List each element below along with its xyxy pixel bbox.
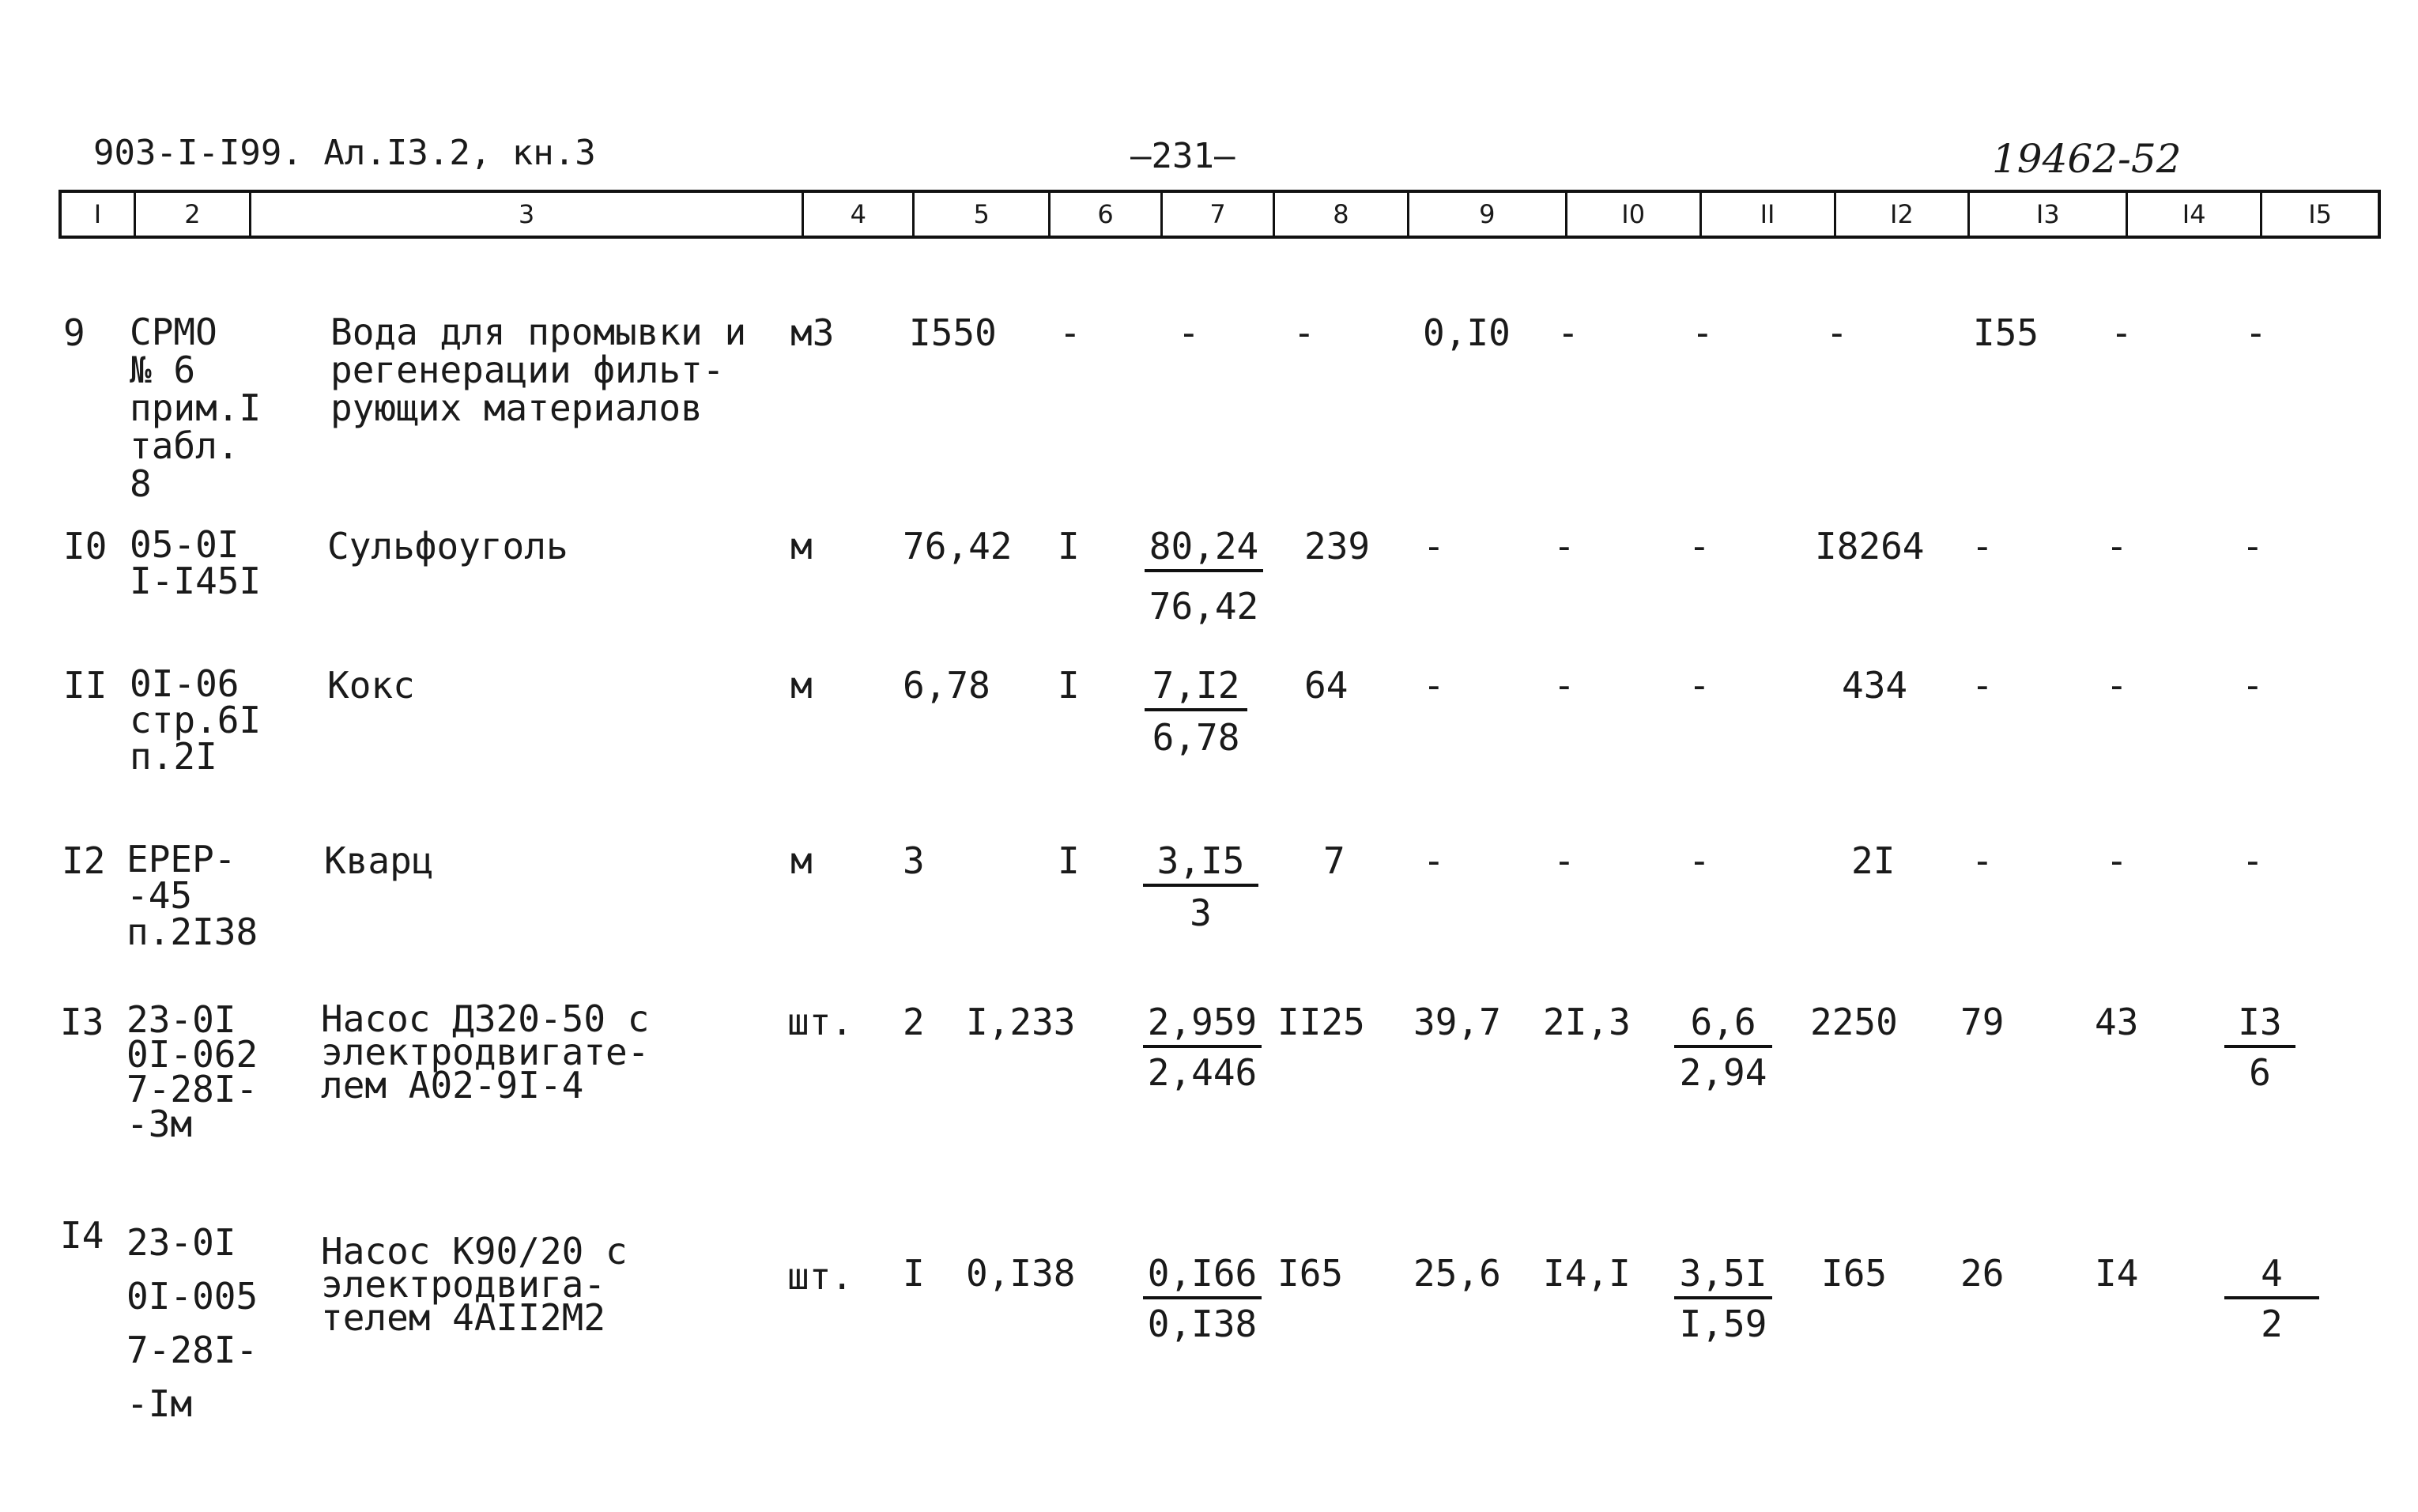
- item-name: Вода для промывки и регенерации фильт- рующих материалов: [330, 311, 747, 429]
- col12-value: 2250: [1810, 1001, 1898, 1043]
- col7-value: -: [1178, 311, 1200, 354]
- col8-value: I65: [1277, 1252, 1344, 1295]
- col7-fraction: [1145, 666, 1247, 757]
- col7-numerator: 3,I5: [1143, 841, 1258, 887]
- col5-value: 6,78: [903, 664, 990, 707]
- col13-value: -: [1971, 664, 1994, 707]
- col5-value: I: [903, 1252, 925, 1295]
- reference-code: 05-0I I-I45I: [130, 523, 262, 602]
- col15-fraction: [2224, 1254, 2319, 1344]
- column-number: II: [1702, 193, 1836, 236]
- col5-value: 76,42: [903, 525, 1013, 567]
- col5-value: I550: [909, 311, 997, 354]
- col11-numerator: 3,5I: [1674, 1254, 1772, 1299]
- col14-value: 43: [2095, 1001, 2139, 1043]
- col12-value: I8264: [1815, 525, 1925, 567]
- col15-value: -: [2242, 664, 2264, 707]
- handwritten-code: 19462-52: [1992, 136, 2182, 182]
- column-number: 8: [1275, 193, 1409, 236]
- column-number: 2: [136, 193, 251, 236]
- col7-denominator: 0,I38: [1147, 1303, 1258, 1345]
- col6-value: 0,I38: [966, 1252, 1076, 1295]
- col6-value: -: [1059, 311, 1081, 354]
- row-number: I2: [62, 839, 106, 882]
- col13-value: 26: [1960, 1252, 2005, 1295]
- unit: м: [790, 525, 813, 567]
- col7-numerator: 7,I2: [1145, 666, 1247, 711]
- col8-value: 64: [1304, 664, 1349, 707]
- col9-value: 0,I0: [1423, 311, 1511, 354]
- col13-value: I55: [1973, 311, 2039, 354]
- col9-value: -: [1423, 664, 1445, 707]
- unit: м: [790, 664, 813, 707]
- column-number: 3: [251, 193, 805, 236]
- row-number: 9: [63, 311, 85, 354]
- column-number: 9: [1409, 193, 1567, 236]
- unit: шт.: [787, 1255, 854, 1298]
- col7-fraction: [1145, 526, 1263, 626]
- column-number: I0: [1567, 193, 1702, 236]
- col7-numerator: 2,959: [1143, 1002, 1262, 1048]
- col14-value: -: [2106, 664, 2128, 707]
- item-name: Кварц: [324, 839, 434, 882]
- col14-value: I4: [2095, 1252, 2139, 1295]
- col8-value: 7: [1323, 839, 1345, 882]
- col11-value: -: [1692, 311, 1714, 354]
- item-name: Насос Д320-50 с электродвигате- лем А02-9I-4: [321, 997, 650, 1107]
- col12-value: -: [1826, 311, 1848, 354]
- item-name: Сульфоуголь: [327, 525, 568, 567]
- reference-code: 0I-06 стр.6I п.2I: [130, 662, 262, 778]
- col10-value: -: [1553, 664, 1575, 707]
- col15-numerator: I3: [2224, 1002, 2295, 1048]
- col10-value: I4,I: [1543, 1252, 1631, 1295]
- col11-value: -: [1688, 525, 1711, 567]
- page-number: —231—: [1130, 136, 1235, 176]
- col9-value: 39,7: [1413, 1001, 1501, 1043]
- column-number: I3: [1970, 193, 2128, 236]
- reference-code: 23-0I 0I-062 7-28I- -3м: [126, 998, 258, 1145]
- col6-value: I: [1058, 664, 1080, 707]
- col10-value: -: [1557, 311, 1579, 354]
- col6-value: I: [1058, 839, 1080, 882]
- col9-value: -: [1423, 525, 1445, 567]
- col7-denominator: 2,446: [1147, 1051, 1258, 1094]
- col6-value: I,233: [966, 1001, 1076, 1043]
- row-number: I3: [60, 1001, 104, 1043]
- reference-code: ЕРЕР- -45 п.2I38: [126, 838, 258, 953]
- col15-fraction: [2224, 1002, 2295, 1092]
- col15-value: -: [2242, 839, 2264, 882]
- col9-value: -: [1423, 839, 1445, 882]
- column-number: I2: [1836, 193, 1971, 236]
- unit: м3: [790, 311, 835, 354]
- row-number: I0: [63, 525, 108, 567]
- column-number: 6: [1051, 193, 1163, 236]
- col14-value: -: [2111, 311, 2133, 354]
- col15-denominator: 2: [2261, 1303, 2283, 1345]
- col7-numerator: 0,I66: [1143, 1254, 1262, 1299]
- column-number: 5: [915, 193, 1051, 236]
- col7-denominator: 76,42: [1149, 585, 1259, 628]
- row-number: II: [63, 664, 108, 707]
- reference-code: CPMO № 6 прим.I табл. 8: [130, 311, 262, 505]
- reference-code: 23-0I 0I-005 7-28I- -Iм: [126, 1221, 258, 1425]
- row-number: I4: [60, 1214, 104, 1257]
- col11-value: -: [1688, 839, 1711, 882]
- col5-value: 3: [903, 839, 925, 882]
- col12-value: 2I: [1851, 839, 1896, 882]
- col15-denominator: 6: [2249, 1051, 2271, 1094]
- col13-value: -: [1971, 525, 1994, 567]
- column-number-bar: [58, 190, 2381, 239]
- col7-denominator: 3: [1190, 892, 1212, 934]
- col13-value: -: [1971, 839, 1994, 882]
- col12-value: I65: [1821, 1252, 1888, 1295]
- column-number: I5: [2308, 199, 2332, 229]
- col11-denominator: I,59: [1679, 1303, 1767, 1345]
- col10-value: 2I,3: [1543, 1001, 1631, 1043]
- col11-fraction: [1674, 1002, 1772, 1092]
- col15-numerator: 4: [2224, 1254, 2319, 1299]
- col11-denominator: 2,94: [1679, 1051, 1767, 1094]
- col10-value: -: [1553, 839, 1575, 882]
- col7-fraction: [1143, 841, 1258, 933]
- column-number: I: [62, 193, 136, 236]
- col7-fraction: [1143, 1002, 1262, 1092]
- unit: шт.: [787, 1001, 854, 1043]
- col14-value: -: [2106, 525, 2128, 567]
- column-number: I4: [2128, 193, 2262, 236]
- col5-value: 2: [903, 1001, 925, 1043]
- col7-numerator: 80,24: [1145, 526, 1263, 572]
- col7-fraction: [1143, 1254, 1262, 1344]
- col11-numerator: 6,6: [1674, 1002, 1772, 1048]
- col15-value: -: [2242, 525, 2264, 567]
- column-number: 4: [804, 193, 915, 236]
- col10-value: -: [1553, 525, 1575, 567]
- col12-value: 434: [1842, 664, 1908, 707]
- unit: м: [790, 839, 813, 882]
- col9-value: 25,6: [1413, 1252, 1501, 1295]
- col7-denominator: 6,78: [1152, 716, 1240, 759]
- col8-value: II25: [1277, 1001, 1365, 1043]
- col15-value: -: [2245, 311, 2267, 354]
- col11-fraction: [1674, 1254, 1772, 1344]
- document-reference: 903-I-I99. Ал.I3.2, кн.3: [93, 133, 596, 173]
- item-name: Насос К90/20 с электродвига- телем 4АII2М2: [321, 1230, 628, 1339]
- col6-value: I: [1058, 525, 1080, 567]
- item-name: Кокс: [327, 664, 415, 707]
- col8-value: 239: [1304, 525, 1371, 567]
- col13-value: 79: [1960, 1001, 2005, 1043]
- column-number: 7: [1163, 193, 1275, 236]
- col14-value: -: [2106, 839, 2128, 882]
- col11-value: -: [1688, 664, 1711, 707]
- col8-value: -: [1293, 311, 1315, 354]
